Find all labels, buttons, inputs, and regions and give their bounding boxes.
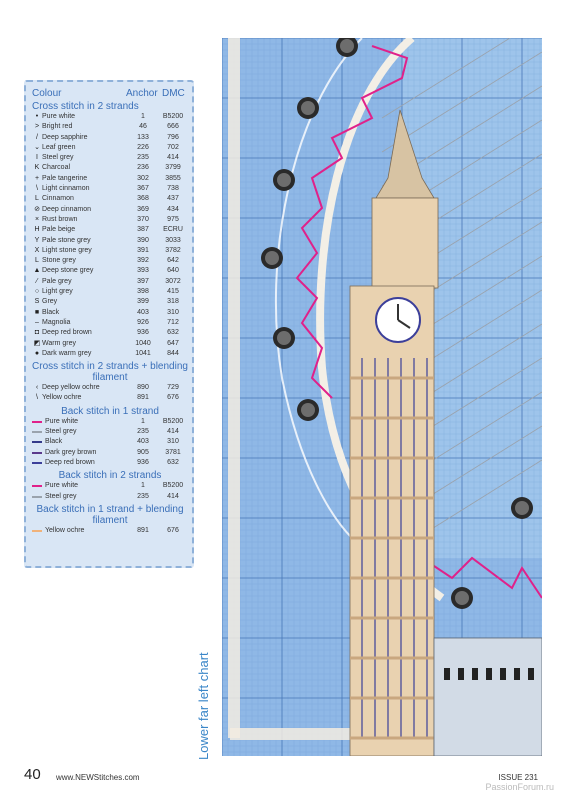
chart-label-text: Lower far left chart (196, 652, 211, 760)
thread-name: Steel grey (45, 492, 77, 500)
key-row (32, 122, 188, 132)
thread-name: Black (45, 438, 63, 446)
key-body (32, 101, 188, 536)
key-section-title: Back stitch in 1 strand + blending filament (36, 503, 184, 526)
stitch-symbol-icon: > (34, 123, 40, 131)
stitch-symbol-icon: • (35, 113, 39, 120)
key-row (32, 215, 188, 225)
capsule-highlight-icon (301, 403, 315, 417)
anchor-code: 392 (137, 257, 149, 265)
anchor-code: 403 (137, 438, 149, 446)
tower-belfry (372, 198, 438, 288)
backstitch-line-icon (32, 452, 42, 454)
backstitch-line-icon (32, 431, 42, 433)
key-row (32, 236, 188, 246)
dmc-code: 640 (167, 267, 179, 275)
anchor-code: 399 (137, 298, 149, 306)
key-row (32, 339, 188, 349)
anchor-code: 936 (137, 458, 149, 466)
dmc-code: 3072 (165, 277, 181, 285)
capsule-highlight-icon (277, 331, 291, 345)
stitch-symbol-icon: X (34, 246, 40, 254)
key-row (32, 297, 188, 307)
stitch-symbol-icon: ▲ (33, 267, 41, 275)
dmc-code: 712 (167, 318, 179, 326)
key-row (32, 163, 188, 173)
thread-name: Deep cinnamon (42, 205, 92, 213)
key-row (32, 318, 188, 328)
stitch-symbol-icon: ◩ (33, 339, 41, 347)
capsule-highlight-icon (301, 101, 315, 115)
anchor-code: 236 (137, 164, 149, 172)
key-section-title: Back stitch in 1 strand (61, 405, 159, 417)
key-row (32, 246, 188, 256)
anchor-code: 235 (137, 492, 149, 500)
thread-name: Deep red brown (45, 458, 95, 466)
key-row (32, 492, 188, 502)
dmc-code: 414 (167, 428, 179, 436)
anchor-code: 235 (137, 154, 149, 162)
key-row (32, 225, 188, 235)
stitch-symbol-icon: / (36, 133, 38, 141)
dmc-code: 647 (167, 339, 179, 347)
dmc-code: ECRU (163, 226, 183, 234)
dmc-code: 632 (167, 329, 179, 337)
dmc-code: B5200 (162, 417, 184, 425)
dmc-code: 975 (167, 215, 179, 223)
stitch-symbol-icon: ⊘ (34, 205, 40, 213)
dmc-code: 3799 (165, 164, 181, 172)
stitch-symbol-icon: H (34, 226, 40, 234)
dmc-code: 702 (167, 143, 179, 151)
dmc-code: 415 (167, 288, 179, 296)
key-row (32, 287, 188, 297)
thread-name: Steel grey (45, 428, 77, 436)
watermark: PassionForum.ru (485, 782, 554, 792)
anchor-column-header: Anchor (126, 88, 158, 99)
thread-name: Yellow ochre (42, 394, 82, 402)
backstitch-line-icon (32, 462, 42, 464)
key-row (32, 349, 188, 359)
key-row (32, 205, 188, 215)
anchor-code: 1040 (135, 339, 151, 347)
anchor-code: 891 (137, 526, 149, 534)
anchor-code: 367 (137, 185, 149, 193)
anchor-code: 235 (137, 428, 149, 436)
thread-name: Warm grey (42, 339, 76, 347)
dmc-code: 796 (167, 133, 179, 141)
issue-number: ISSUE 231 (498, 773, 538, 782)
anchor-code: 1041 (135, 349, 151, 357)
anchor-code: 387 (137, 226, 149, 234)
anchor-code: 403 (137, 308, 149, 316)
dmc-code: 318 (167, 298, 179, 306)
thread-name: Dark warm grey (42, 349, 92, 357)
thread-name: Pale grey (42, 277, 72, 285)
capsule-highlight-icon (277, 173, 291, 187)
colour-column-header: Colour (32, 88, 62, 99)
key-section-title: Back stitch in 2 strands (58, 470, 162, 482)
capsule-highlight-icon (455, 591, 469, 605)
anchor-code: 890 (137, 384, 149, 392)
thread-name: Pure white (45, 417, 79, 425)
key-row (32, 112, 188, 122)
thread-name: Yellow ochre (45, 526, 85, 534)
stitch-symbol-icon: + (34, 174, 40, 182)
thread-name: Leaf green (42, 143, 76, 151)
key-row (32, 153, 188, 163)
thread-name: Deep red brown (42, 329, 92, 337)
anchor-code: 926 (137, 318, 149, 326)
stitch-symbol-icon: ■ (34, 308, 40, 316)
stitch-symbol-icon: \ (36, 394, 38, 402)
capsule-highlight-icon (340, 39, 354, 53)
capsule-highlight-icon (265, 251, 279, 265)
key-row (32, 184, 188, 194)
anchor-code: 905 (137, 448, 149, 456)
dmc-code: 414 (167, 492, 179, 500)
stitch-symbol-icon: ○ (34, 288, 40, 296)
backstitch-line-icon (32, 441, 42, 443)
anchor-code: 398 (137, 288, 149, 296)
dmc-code: 738 (167, 185, 179, 193)
dmc-code: 676 (167, 394, 179, 402)
dmc-column-header: DMC (162, 88, 185, 99)
cross-stitch-chart (222, 38, 542, 756)
key-row (32, 458, 188, 468)
thread-name: Deep stone grey (42, 267, 94, 275)
stitch-symbol-icon: – (35, 318, 39, 326)
stitch-symbol-icon: ⌄ (34, 143, 40, 151)
anchor-code: 1 (141, 482, 145, 490)
site-url: www.NEWStitches.com (56, 773, 140, 782)
stitch-symbol-icon: × (34, 215, 40, 223)
key-row (32, 383, 188, 393)
key-row (32, 277, 188, 287)
key-header (32, 88, 188, 99)
stitch-symbol-icon: L (35, 257, 39, 265)
backstitch-line-icon (32, 485, 42, 487)
dmc-code: 844 (167, 349, 179, 357)
stitch-symbol-icon: ‹ (35, 384, 39, 392)
dmc-code: 3781 (165, 448, 181, 456)
dmc-code: 666 (167, 123, 179, 131)
thread-name: Pure white (42, 113, 76, 120)
anchor-code: 1 (141, 417, 145, 425)
thread-name: Bright red (42, 123, 73, 131)
thread-name: Stone grey (42, 257, 76, 265)
dmc-code: 729 (167, 384, 179, 392)
anchor-code: 368 (137, 195, 149, 203)
thread-name: Pale stone grey (42, 236, 91, 244)
dmc-code: 310 (167, 308, 179, 316)
thread-name: Pure white (45, 482, 79, 490)
thread-name: Light stone grey (42, 246, 92, 254)
anchor-code: 226 (137, 143, 149, 151)
thread-name: Grey (42, 298, 58, 306)
key-row (32, 481, 188, 491)
thread-name: Deep sapphire (42, 133, 88, 141)
key-section-title: Cross stitch in 2 strands (32, 101, 139, 112)
stitch-symbol-icon: L (35, 195, 39, 203)
key-section-title: Cross stitch in 2 strands + blending filament (32, 361, 188, 384)
dmc-code: 414 (167, 154, 179, 162)
key-row (32, 328, 188, 338)
stitch-symbol-icon: ● (34, 349, 40, 357)
key-row (32, 266, 188, 276)
key-row (32, 417, 188, 427)
dmc-code: 434 (167, 205, 179, 213)
key-row (32, 308, 188, 318)
anchor-code: 391 (137, 246, 149, 254)
stitch-symbol-icon: I (36, 154, 38, 162)
palace-building (434, 638, 542, 756)
dmc-code: 3855 (165, 174, 181, 182)
key-row (32, 448, 188, 458)
anchor-code: 370 (137, 215, 149, 223)
stitch-symbol-icon: ◘ (34, 329, 40, 337)
anchor-code: 936 (137, 329, 149, 337)
left-border-strip (228, 38, 240, 738)
thread-name: Light grey (42, 288, 73, 296)
dmc-code: 310 (167, 438, 179, 446)
thread-name: Black (42, 308, 60, 316)
thread-name: Light cinnamon (42, 185, 90, 193)
anchor-code: 397 (137, 277, 149, 285)
dmc-code: 3033 (165, 236, 181, 244)
anchor-code: 133 (137, 133, 149, 141)
key-row (32, 427, 188, 437)
key-row (32, 437, 188, 447)
stitch-symbol-icon: Y (34, 236, 40, 244)
thread-name: Steel grey (42, 154, 74, 162)
dmc-code: 632 (167, 458, 179, 466)
thread-name: Charcoal (42, 164, 71, 172)
thread-name: Dark grey brown (45, 448, 97, 456)
key-row (32, 133, 188, 143)
chart-label (196, 620, 216, 760)
backstitch-line-icon (32, 496, 42, 498)
anchor-code: 302 (137, 174, 149, 182)
anchor-code: 1 (141, 113, 145, 120)
thread-name: Cinnamon (42, 195, 74, 203)
dmc-code: 642 (167, 257, 179, 265)
anchor-code: 393 (137, 267, 149, 275)
dmc-code: 676 (167, 526, 179, 534)
dmc-code: 437 (167, 195, 179, 203)
stitch-symbol-icon: \ (36, 185, 38, 193)
stitch-symbol-icon: ⁄ (36, 277, 38, 285)
backstitch-line-icon (32, 421, 42, 423)
chart-grid-svg (222, 38, 542, 756)
key-row (32, 393, 188, 403)
dmc-code: B5200 (162, 482, 184, 490)
anchor-code: 390 (137, 236, 149, 244)
anchor-code: 891 (137, 394, 149, 402)
anchor-code: 369 (137, 205, 149, 213)
key-row (32, 256, 188, 266)
key-row (32, 526, 188, 536)
thread-name: Rust brown (42, 215, 78, 223)
anchor-code: 46 (139, 123, 147, 131)
thread-name: Pale beige (42, 226, 76, 234)
page-number: 40 (24, 766, 41, 783)
stitch-symbol-icon: K (34, 164, 40, 172)
key-row (32, 174, 188, 184)
key-row (32, 194, 188, 204)
key-row (32, 143, 188, 153)
capsule-highlight-icon (515, 501, 529, 515)
backstitch-line-icon (32, 530, 42, 532)
thread-name: Deep yellow ochre (42, 384, 100, 392)
dmc-code: 3782 (165, 246, 181, 254)
dmc-code: B5200 (162, 113, 184, 120)
thread-name: Magnolia (42, 318, 71, 326)
stitch-symbol-icon: S (34, 298, 40, 306)
colour-key-panel (24, 80, 194, 568)
thread-name: Pale tangerine (42, 174, 88, 182)
